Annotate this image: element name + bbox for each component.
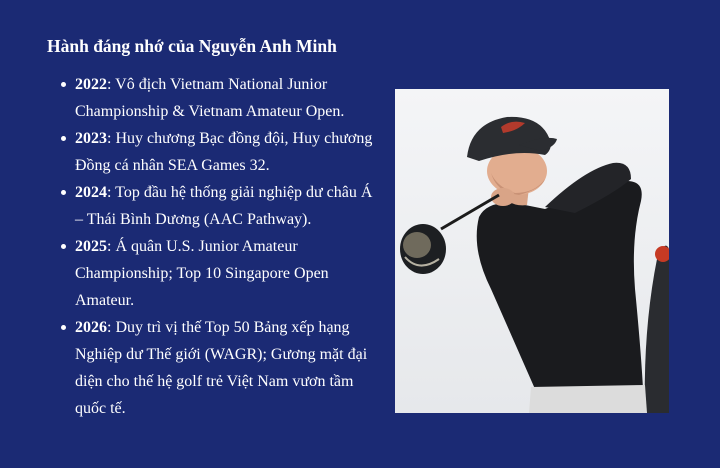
- milestone-text: : Á quân U.S. Junior Amateur Championship; Top 10 Singapore Open Amateur.: [75, 238, 329, 309]
- milestone-item: [57, 71, 377, 125]
- milestone-year: 2023: [75, 130, 107, 147]
- milestone-text: : Vô địch Vietnam National Junior Championship & Vietnam Amateur Open.: [75, 76, 345, 120]
- milestone-text: : Top đầu hệ thống giải nghiệp dư châu Á – Thái Bình Dương (AAC Pathway).: [75, 184, 373, 228]
- milestone-year: 2024: [75, 184, 107, 201]
- milestone-year: 2026: [75, 319, 107, 336]
- milestone-item: [57, 233, 377, 314]
- section-title: Hành đáng nhớ của Nguyễn Anh Minh: [47, 36, 337, 56]
- milestone-year: 2025: [75, 238, 107, 255]
- milestone-text: : Duy trì vị thế Top 50 Bảng xếp hạng Nghiệp dư Thế giới (WAGR); Gương mặt đại diện cho thế hệ golf trẻ Việt Nam vươn tầm quốc tế.: [75, 319, 368, 417]
- milestone-item: [57, 314, 377, 422]
- milestones-list: [57, 71, 377, 422]
- golfer-photo: [395, 89, 669, 413]
- milestone-text: : Huy chương Bạc đồng đội, Huy chương Đồng cá nhân SEA Games 32.: [75, 130, 373, 174]
- milestone-item: [57, 125, 377, 179]
- milestone-item: [57, 179, 377, 233]
- milestone-year: 2022: [75, 76, 107, 93]
- golfer-illustration: [395, 89, 669, 413]
